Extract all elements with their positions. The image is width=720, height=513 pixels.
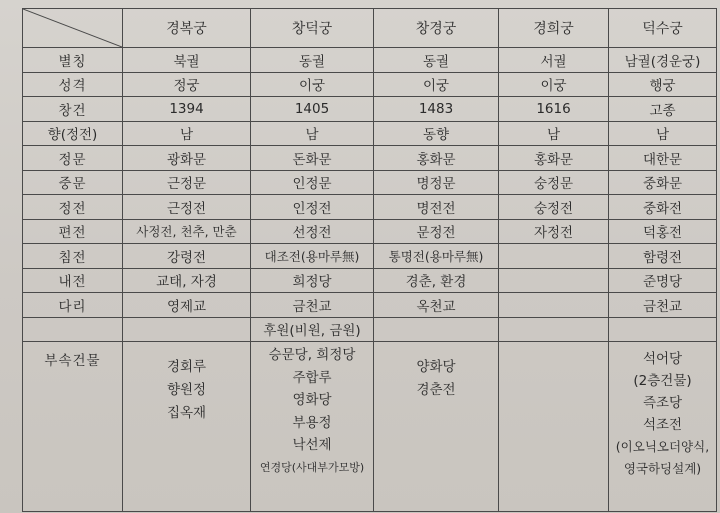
row-label: 부속건물	[23, 342, 123, 512]
list-item: 주합루	[292, 369, 332, 386]
table-cell: 교태, 자경	[123, 268, 251, 293]
corner-cell	[23, 9, 123, 48]
list-item: 석조전	[642, 417, 683, 433]
annex-cell-gyeongbok	[123, 342, 251, 512]
table-cell: 동향	[374, 121, 499, 146]
table-cell: 광화문	[123, 146, 251, 171]
table-row	[23, 48, 717, 73]
table-cell: 행궁	[609, 72, 717, 97]
table-cell	[123, 317, 251, 342]
row-label: 내전	[23, 268, 123, 293]
table-cell: 남	[251, 121, 374, 146]
table-row	[23, 121, 717, 146]
row-label: 편전	[23, 219, 123, 244]
list-item: 영화당	[292, 392, 332, 408]
table-cell: 근정전	[123, 195, 251, 220]
table-cell: 중화문	[609, 170, 717, 195]
list-item: 경춘전	[416, 382, 456, 398]
row-label: 성격	[23, 72, 123, 97]
table-cell: 사정전, 천추, 만춘	[123, 219, 251, 244]
table-cell: 덕홍전	[609, 219, 717, 244]
table-cell	[609, 317, 717, 342]
table-cell: 이궁	[499, 72, 609, 97]
table-cell: 숭정전	[499, 195, 609, 220]
annex-cell-changdeok	[251, 342, 374, 512]
table-cell: 1616	[499, 97, 609, 122]
list-item: 부용정	[292, 414, 332, 431]
row-label: 다리	[23, 293, 123, 318]
list-item: 낙선제	[292, 437, 332, 453]
table-row	[23, 293, 717, 318]
table-cell: 자정전	[499, 219, 609, 244]
table-cell: 정궁	[123, 72, 251, 97]
table-cell: 남궐(경운궁)	[609, 48, 717, 73]
column-header: 창덕궁	[251, 9, 374, 48]
list-item: (이오닉오더양식,	[615, 439, 710, 454]
list-item: 경회루	[166, 359, 207, 375]
table-row	[23, 72, 717, 97]
table-cell: 경춘, 환경	[374, 268, 499, 293]
table-row	[23, 170, 717, 195]
annex-cell-deoksu	[609, 342, 717, 512]
table-cell: 고종	[609, 97, 717, 122]
table-cell: 동궐	[251, 48, 374, 73]
table-cell: 문정전	[374, 219, 499, 244]
column-header: 경복궁	[123, 9, 251, 48]
table-cell: 함령전	[609, 244, 717, 269]
table-row	[23, 268, 717, 293]
header-row	[23, 9, 717, 48]
list-item: 향원정	[166, 382, 207, 398]
table-cell: 1483	[374, 97, 499, 122]
table-cell: 서궐	[499, 48, 609, 73]
row-label: 정전	[23, 195, 123, 220]
list-item: 즉조당	[642, 395, 683, 411]
table-cell: 선정전	[251, 219, 374, 244]
table-cell: 금천교	[609, 293, 717, 318]
table-cell: 금천교	[251, 293, 374, 318]
list-item: 영국하딩설계)	[623, 461, 702, 476]
row-label: 정문	[23, 146, 123, 171]
table-cell: 중화전	[609, 195, 717, 220]
list-item: 양화당	[416, 359, 456, 375]
column-header: 창경궁	[374, 9, 499, 48]
table-cell: 준명당	[609, 268, 717, 293]
table-cell: 돈화문	[251, 146, 374, 171]
table-cell: 인정전	[251, 195, 374, 220]
table-cell: 희정당	[251, 268, 374, 293]
table-cell: 대조전(용마루無)	[251, 244, 374, 269]
diagonal-line	[23, 9, 122, 47]
table-cell	[374, 317, 499, 342]
table-cell	[499, 293, 609, 318]
table-cell: 남	[609, 121, 717, 146]
table-row	[23, 97, 717, 122]
table-cell: 명전전	[374, 195, 499, 220]
row-label: 침전	[23, 244, 123, 269]
table-cell: 홍화문	[374, 146, 499, 171]
row-label	[23, 317, 123, 342]
table-cell: 숭정문	[499, 170, 609, 195]
table-cell	[499, 317, 609, 342]
table-cell: 근정문	[123, 170, 251, 195]
table-cell: 후원(비원, 금원)	[251, 317, 374, 342]
row-label: 별칭	[23, 48, 123, 73]
table-cell: 인정문	[251, 170, 374, 195]
list-item: (2층건물)	[633, 373, 692, 389]
table-cell: 홍화문	[499, 146, 609, 171]
table-cell: 강령전	[123, 244, 251, 269]
row-label: 중문	[23, 170, 123, 195]
table-cell: 1405	[251, 97, 374, 122]
table-cell: 동궐	[374, 48, 499, 73]
table-cell: 통명전(용마루無)	[374, 244, 499, 269]
table-row	[23, 146, 717, 171]
annex-cell-changgyeong	[374, 342, 499, 512]
table-cell: 이궁	[374, 72, 499, 97]
table-row	[23, 219, 717, 244]
list-item: 승문당, 희정당	[268, 347, 356, 363]
list-item: 연경당(사대부가모방)	[259, 460, 365, 474]
table-cell: 남	[499, 121, 609, 146]
table-cell: 남	[123, 121, 251, 146]
table-row	[23, 317, 717, 342]
palace-comparison-table	[22, 8, 717, 512]
table-cell: 옥천교	[374, 293, 499, 318]
row-label: 창건	[23, 97, 123, 122]
row-label: 향(정전)	[23, 121, 123, 146]
table-cell: 1394	[123, 97, 251, 122]
table-row	[23, 244, 717, 269]
table-cell	[499, 244, 609, 269]
table-cell: 대한문	[609, 146, 717, 171]
column-header: 덕수궁	[609, 9, 717, 48]
table-cell: 이궁	[251, 72, 374, 97]
annex-row	[23, 342, 717, 512]
table-cell	[499, 268, 609, 293]
annex-cell-gyeonghui	[499, 342, 609, 512]
table-cell: 명정문	[374, 170, 499, 195]
list-item: 집옥재	[166, 405, 207, 421]
column-header: 경희궁	[499, 9, 609, 48]
table-row	[23, 195, 717, 220]
table-cell: 영제교	[123, 293, 251, 318]
table-cell: 북궐	[123, 48, 251, 73]
list-item: 석어당	[642, 351, 683, 367]
